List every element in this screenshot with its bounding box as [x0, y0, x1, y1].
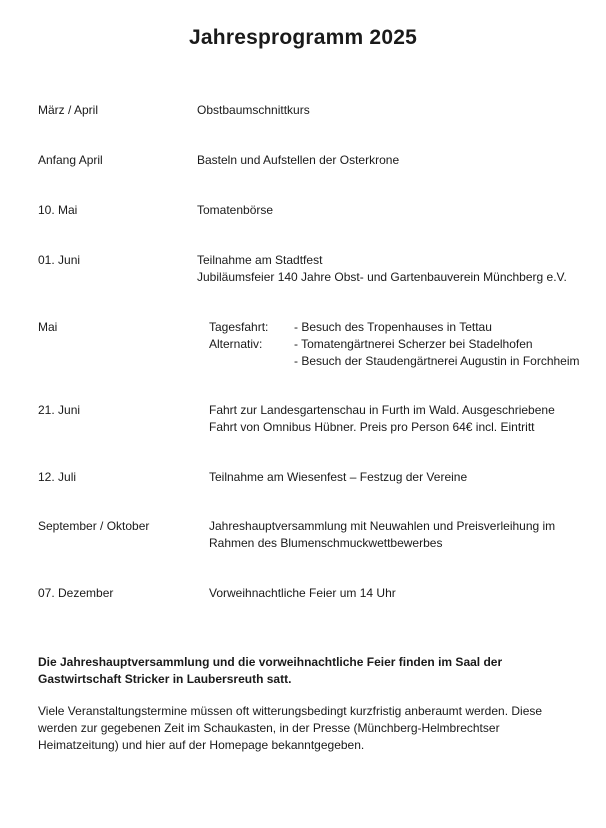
entry-line: Jubiläumsfeier 140 Jahre Obst- und Gartenbauverein Münchberg e.V.: [197, 270, 567, 284]
entry-date: 12. Juli: [38, 470, 77, 484]
entry-description: [197, 102, 597, 119]
entry-date: März / April: [38, 103, 99, 117]
info-note: [38, 703, 578, 754]
note-line: Gastwirtschaft Stricker in Laubersreuth satt.: [38, 672, 292, 686]
entry-line: Teilnahme am Stadtfest: [197, 253, 323, 267]
entry-date: September / Oktober: [38, 519, 150, 533]
entry-description: [209, 402, 594, 436]
page-title: Jahresprogramm 2025: [189, 26, 417, 49]
entry-line: Jahreshauptversammlung mit Neuwahlen und Preisverleihung im: [209, 519, 556, 533]
entry-line: Basteln und Aufstellen der Osterkrone: [197, 153, 400, 167]
note-line: Die Jahreshauptversammlung und die vorweihnachtliche Feier finden im Saal der: [38, 655, 503, 669]
entry-line: Fahrt zur Landesgartenschau in Furth im Wald. Ausgeschriebene: [209, 403, 555, 417]
entry-description: [197, 252, 597, 286]
entry-date: 10. Mai: [38, 203, 78, 217]
entry-description: [209, 585, 594, 602]
alternative-label: Alternativ:: [209, 337, 263, 351]
note-line: Heimatzeitung) und hier auf der Homepage bekanntgegeben.: [38, 738, 365, 752]
entry-description: [197, 152, 597, 169]
entry-line: Rahmen des Blumenschmuckwettbewerbes: [209, 536, 443, 550]
trip-item: - Besuch des Tropenhauses in Tettau: [294, 320, 492, 334]
venue-note: [38, 654, 578, 688]
trip-label: Tagesfahrt:: [209, 320, 269, 334]
entry-date: 01. Juni: [38, 253, 81, 267]
entry-line: Tomatenbörse: [197, 203, 274, 217]
entry-date: Mai: [38, 320, 58, 334]
entry-description: [197, 202, 597, 219]
trip-options: [209, 319, 599, 370]
trip-item: - Tomatengärtnerei Scherzer bei Stadelhofen: [294, 337, 533, 351]
entry-date: 07. Dezember: [38, 586, 114, 600]
entry-line: Vorweihnachtliche Feier um 14 Uhr: [209, 586, 396, 600]
entry-date: Anfang April: [38, 153, 103, 167]
note-line: Viele Veranstaltungstermine müssen oft witterungsbedingt kurzfristig anberaumt werden. Diese: [38, 704, 543, 718]
entry-description: [209, 469, 594, 486]
entry-description: [209, 518, 594, 552]
entry-date: 21. Juni: [38, 403, 81, 417]
entry-line: Obstbaumschnittkurs: [197, 103, 310, 117]
entry-line: Fahrt von Omnibus Hübner. Preis pro Person 64€ incl. Eintritt: [209, 420, 535, 434]
note-line: werden zur gegebenen Zeit im Schaukasten, in der Presse (Münchberg-Helmbrechtser: [38, 721, 500, 735]
entry-line: Teilnahme am Wiesenfest – Festzug der Vereine: [209, 470, 468, 484]
trip-item: - Besuch der Staudengärtnerei Augustin in Forchheim: [294, 354, 580, 368]
